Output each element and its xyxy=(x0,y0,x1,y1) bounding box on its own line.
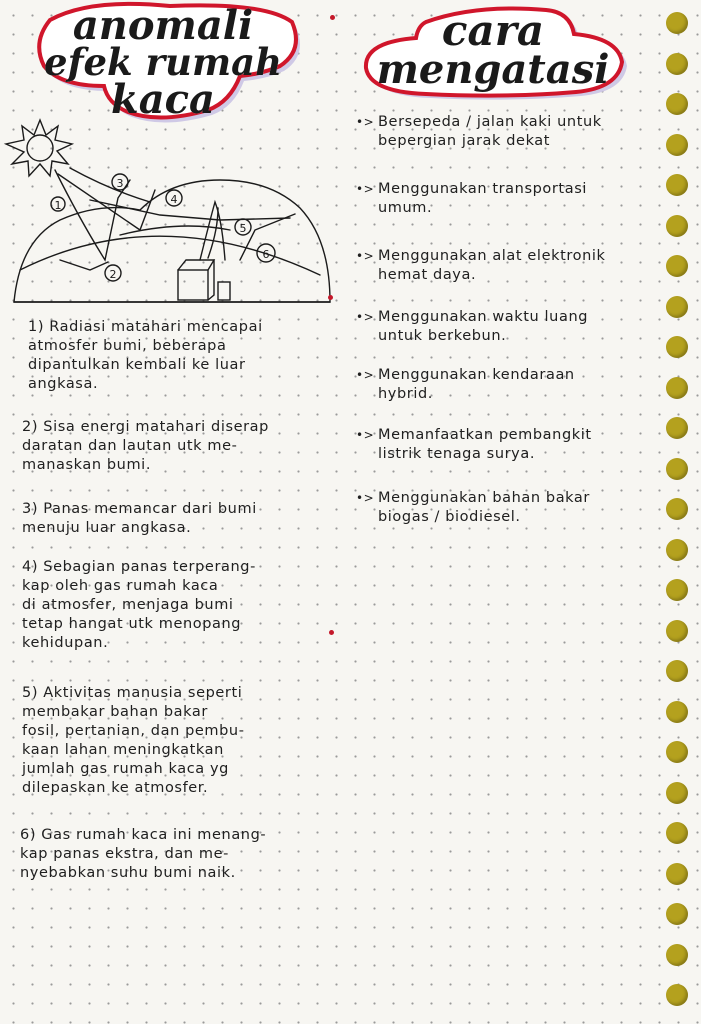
step-2: 2) Sisa energi matahari diserap daratan dan lautan utk me- manaskan bumi. xyxy=(22,419,269,473)
binder-hole xyxy=(666,660,688,682)
bullet-arrow-icon: •> xyxy=(356,310,375,324)
title-right-line-1: cara xyxy=(441,6,545,55)
binder-hole xyxy=(666,863,688,885)
solutions-list xyxy=(356,113,676,527)
binder-hole xyxy=(666,539,688,561)
greenhouse-diagram xyxy=(0,110,345,310)
solution-text: Menggunakan waktu luang untuk berkebun. xyxy=(378,309,589,344)
solution-text: Menggunakan alat elektronik hemat daya. xyxy=(378,248,606,283)
binder-hole xyxy=(666,336,688,358)
binder-hole xyxy=(666,498,688,520)
binder-hole xyxy=(666,701,688,723)
solution-item xyxy=(356,426,676,464)
svg-text:4: 4 xyxy=(170,193,178,206)
diagram-number-3 xyxy=(112,174,128,190)
binder-hole xyxy=(666,944,688,966)
binder-hole xyxy=(666,620,688,642)
step-1: 1) Radiasi matahari mencapai atmosfer bumi, beberapa dipantulkan kembali ke luar angkasa. xyxy=(28,319,263,392)
title-left-line-1: anomali xyxy=(72,2,254,49)
binder-holes xyxy=(664,0,694,1024)
svg-text:1: 1 xyxy=(54,199,62,212)
binder-hole xyxy=(666,458,688,480)
solution-text: Menggunakan transportasi umum. xyxy=(378,181,587,216)
solution-item xyxy=(356,308,676,346)
binder-hole xyxy=(666,984,688,1006)
solution-text: Memanfaatkan pembangkit listrik tenaga surya. xyxy=(378,427,592,462)
red-ink-dot xyxy=(330,15,335,20)
bullet-arrow-icon: •> xyxy=(356,428,375,442)
title-right-line-2: mengatasi xyxy=(376,46,610,93)
binder-hole xyxy=(666,579,688,601)
title-right xyxy=(362,6,624,93)
binder-hole xyxy=(666,174,688,196)
svg-text:2: 2 xyxy=(109,268,117,281)
bullet-arrow-icon: •> xyxy=(356,491,375,505)
binder-hole xyxy=(666,134,688,156)
svg-text:6: 6 xyxy=(262,248,270,261)
bullet-arrow-icon: •> xyxy=(356,115,375,129)
title-left-line-3: kaca xyxy=(111,76,215,123)
step-6: 6) Gas rumah kaca ini menang- kap panas ekstra, dan me- nyebabkan suhu bumi naik. xyxy=(20,827,267,881)
binder-hole xyxy=(666,255,688,277)
binder-hole xyxy=(666,903,688,925)
svg-text:3: 3 xyxy=(116,177,124,190)
solution-item xyxy=(356,247,676,285)
diagram-number-2 xyxy=(105,265,121,281)
binder-hole xyxy=(666,822,688,844)
red-ink-dot xyxy=(329,630,334,635)
solution-item xyxy=(356,366,676,404)
title-left xyxy=(38,2,288,123)
solution-item xyxy=(356,489,676,527)
solution-text: Menggunakan bahan bakar biogas / biodiesel. xyxy=(378,490,590,525)
title-left-line-2: efek rumah xyxy=(44,40,282,84)
binder-hole xyxy=(666,296,688,318)
sun-icon xyxy=(6,120,72,176)
step-5: 5) Aktivitas manusia seperti membakar bahan bakar fosil, pertanian, dan pembu- kaan lahan meningkatkan jumlah gas rumah kaca yg dilepaskan ke atmosfer. xyxy=(22,685,245,796)
bullet-arrow-icon: •> xyxy=(356,249,375,263)
solution-text: Menggunakan kendaraan hybrid. xyxy=(378,367,575,402)
diagram-number-4 xyxy=(166,190,182,206)
step-4: 4) Sebagian panas terperang- kap oleh gas rumah kaca di atmosfer, menjaga bumi tetap hangat utk menopang kehidupan. xyxy=(22,559,256,651)
red-ink-dot xyxy=(328,295,333,300)
binder-hole xyxy=(666,377,688,399)
diagram-number-1 xyxy=(51,197,65,212)
binder-hole xyxy=(666,417,688,439)
binder-hole xyxy=(666,782,688,804)
solution-item xyxy=(356,113,676,151)
step-3: 3) Panas memancar dari bumi menuju luar angkasa. xyxy=(22,501,257,536)
solution-item xyxy=(356,180,676,218)
svg-text:5: 5 xyxy=(239,222,247,235)
solution-text: Bersepeda / jalan kaki untuk bepergian jarak dekat xyxy=(378,114,602,149)
binder-hole xyxy=(666,53,688,75)
diagram-number-6 xyxy=(257,244,275,262)
binder-hole xyxy=(666,215,688,237)
binder-hole xyxy=(666,12,688,34)
bullet-arrow-icon: •> xyxy=(356,182,375,196)
binder-hole xyxy=(666,93,688,115)
bullet-arrow-icon: •> xyxy=(356,368,375,382)
binder-hole xyxy=(666,741,688,763)
diagram-number-5 xyxy=(235,219,251,235)
